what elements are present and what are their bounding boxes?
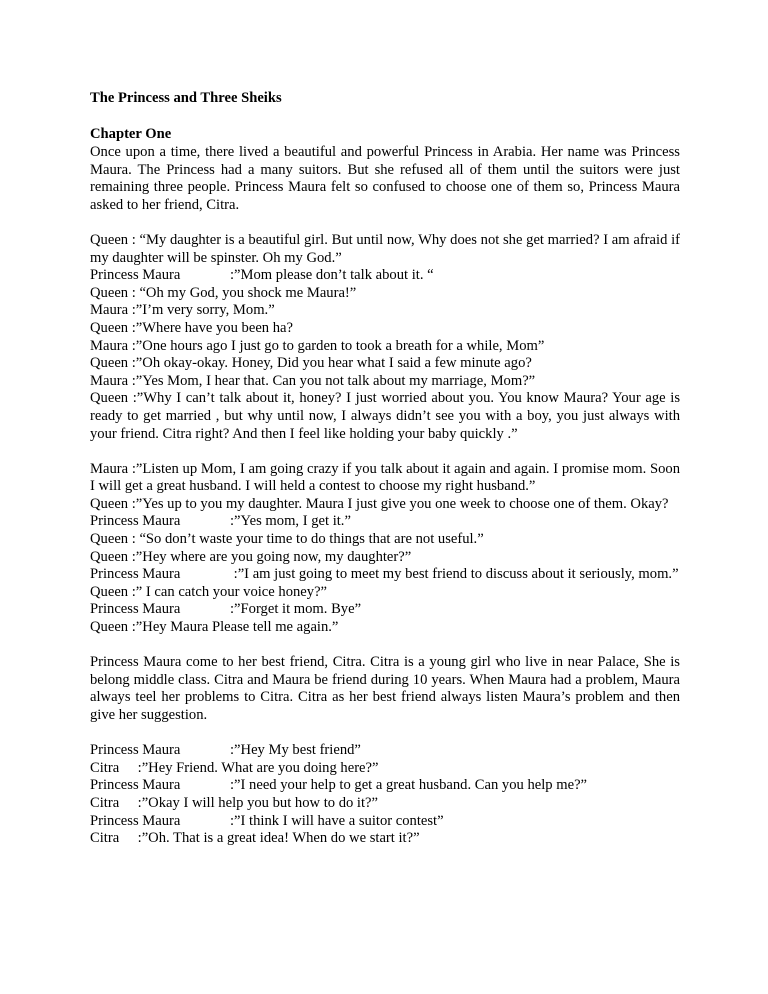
speaker-name: Princess Maura xyxy=(90,812,181,829)
intro-paragraph: Once upon a time, there lived a beautiful and powerful Princess in Arabia. Her name was Princess Maura. The Princess had a many suitors. But she refused all of them until the suitors were just remaining three people. Princess Maura felt so confused to choose one of them so, Princess Maura asked to her friend, Citra. xyxy=(90,144,680,213)
speaker-name: Maura xyxy=(90,337,129,354)
chapter-heading: Chapter One xyxy=(90,126,172,142)
speaker-line: :”Oh okay-okay. Honey, Did you hear what I said a few minute ago? xyxy=(128,355,532,372)
speaker-line: :”Why I can’t talk about it, honey? I just worried about you. You know Maura? Your age is ready to get married , but why until now, I always didn’t see you with a boy, you just always with your friend. Citra right? And then I feel like holding your baby quickly .” xyxy=(90,390,680,442)
speaker-name: Princess Maura xyxy=(90,601,181,618)
dialogue-line xyxy=(90,496,680,514)
speaker-line: :”Yes up to you my daughter. Maura I just give you one week to choose one of them. Okay? xyxy=(128,495,669,512)
dialogue-line xyxy=(90,355,680,373)
dialogue-line xyxy=(90,619,680,637)
dialogue-line xyxy=(90,531,680,549)
speaker-name: Citra xyxy=(90,830,120,847)
speaker-line: :”Oh. That is a great idea! When do we start it?” xyxy=(134,830,420,847)
speaker-line: :” I can catch your voice honey?” xyxy=(128,583,328,600)
speaker-line: :”Hey Friend. What are you doing here?” xyxy=(134,759,379,776)
paragraph-gap xyxy=(90,443,680,461)
paragraph-gap xyxy=(90,725,680,743)
dialogue-block-2 xyxy=(90,461,680,637)
dialogue-line xyxy=(90,320,680,338)
dialogue-line xyxy=(90,513,680,531)
dialogue-line xyxy=(90,461,680,496)
dialogue-line xyxy=(90,267,680,285)
speaker-line: :”Hey Maura Please tell me again.” xyxy=(128,619,339,636)
speaker-name: Princess Maura xyxy=(90,777,181,794)
speaker-name: Queen xyxy=(90,531,129,548)
paragraph-gap xyxy=(90,214,680,232)
dialogue-line xyxy=(90,232,680,267)
dialogue-line xyxy=(90,601,680,619)
speaker-name: Queen xyxy=(90,319,129,336)
dialogue-line xyxy=(90,777,680,795)
speaker-name: Citra xyxy=(90,759,120,776)
speaker-line: :”One hours ago I just go to garden to took a breath for a while, Mom” xyxy=(128,337,545,354)
speaker-line: :”Hey My best friend” xyxy=(230,742,361,759)
speaker-line: :”Hey where are you going now, my daughter?” xyxy=(128,548,412,565)
speaker-name: Queen xyxy=(90,583,129,600)
speaker-name: Princess Maura xyxy=(90,513,181,530)
speaker-line: :”Where have you been ha? xyxy=(128,319,293,336)
dialogue-line xyxy=(90,795,680,813)
dialogue-line xyxy=(90,373,680,391)
dialogue-line xyxy=(90,760,680,778)
speaker-name: Maura xyxy=(90,372,129,389)
speaker-name: Maura xyxy=(90,460,129,477)
speaker-name: Queen xyxy=(90,619,129,636)
speaker-name: Queen xyxy=(90,284,129,301)
narration-paragraph: Princess Maura come to her best friend, Citra. Citra is a young girl who live in near Palace, She is belong middle class. Citra and Maura be friend during 10 years. When Maura had a problem, Maura always teel her problems to Citra. Citra as her best friend always listen Maura’s problem and then give her suggestion. xyxy=(90,654,680,723)
speaker-line: :”I need your help to get a great husband. Can you help me?” xyxy=(230,777,588,794)
dialogue-line xyxy=(90,390,680,443)
speaker-name: Maura xyxy=(90,302,129,319)
speaker-name: Queen xyxy=(90,231,129,248)
speaker-name: Queen xyxy=(90,548,129,565)
speaker-name: Queen xyxy=(90,390,129,407)
speaker-line: :”Forget it mom. Bye” xyxy=(230,601,362,618)
dialogue-line xyxy=(90,302,680,320)
speaker-line: :”Mom please don’t talk about it. “ xyxy=(230,267,434,284)
dialogue-block-3 xyxy=(90,742,680,848)
speaker-line: :”Yes Mom, I hear that. Can you not talk about my marriage, Mom?” xyxy=(128,372,536,389)
speaker-name: Queen xyxy=(90,355,129,372)
speaker-line: :”Okay I will help you but how to do it?” xyxy=(134,794,378,811)
speaker-line: :”I am just going to meet my best friend to discuss about it seriously, mom.” xyxy=(230,566,679,583)
dialogue-line xyxy=(90,742,680,760)
dialogue-line xyxy=(90,830,680,848)
speaker-name: Princess Maura xyxy=(90,566,181,583)
speaker-name: Princess Maura xyxy=(90,267,181,284)
speaker-line: : “So don’t waste your time to do things that are not useful.” xyxy=(128,531,484,548)
dialogue-line xyxy=(90,338,680,356)
speaker-name: Queen xyxy=(90,495,129,512)
story-title: The Princess and Three Sheiks xyxy=(90,90,282,106)
speaker-name: Princess Maura xyxy=(90,742,181,759)
dialogue-line xyxy=(90,584,680,602)
dialogue-line xyxy=(90,566,680,584)
speaker-line: : “Oh my God, you shock me Maura!” xyxy=(128,284,357,301)
speaker-name: Citra xyxy=(90,794,120,811)
speaker-line: :”I’m very sorry, Mom.” xyxy=(128,302,275,319)
paragraph-gap xyxy=(90,637,680,655)
speaker-line: :”Listen up Mom, I am going crazy if you talk about it again and again. I promise mom. Soon I will get a great husband. I will held a contest to choose my right husband.” xyxy=(90,460,680,495)
speaker-line: : “My daughter is a beautiful girl. But until now, Why does not she get married? I am afraid if my daughter will be spinster. Oh my God.” xyxy=(90,231,680,266)
dialogue-line xyxy=(90,285,680,303)
dialogue-line xyxy=(90,549,680,567)
speaker-line: :”Yes mom, I get it.” xyxy=(230,513,351,530)
speaker-line: :”I think I will have a suitor contest” xyxy=(230,812,444,829)
document-content xyxy=(90,90,680,848)
dialogue-block-1 xyxy=(90,232,680,443)
dialogue-line xyxy=(90,813,680,831)
